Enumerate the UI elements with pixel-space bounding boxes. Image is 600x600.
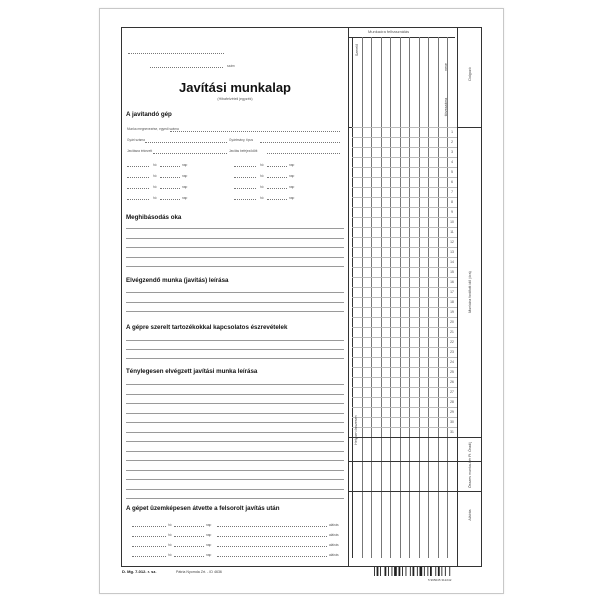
writing-line[interactable] <box>126 470 344 471</box>
date-day-label: nap <box>289 163 295 167</box>
day-row-line <box>352 327 457 328</box>
col-label-name: neve <box>444 63 448 71</box>
day-number: 16 <box>450 280 454 284</box>
date-line[interactable] <box>234 177 256 178</box>
field-label-work-name: Munka megnevezése, egyedi száma <box>127 127 179 131</box>
day-row-line <box>352 247 457 248</box>
day-row-line <box>352 277 457 278</box>
day-row-line <box>352 127 457 128</box>
barcode-bar <box>406 567 407 576</box>
acceptance-line[interactable] <box>174 546 204 547</box>
day-number: 7 <box>451 190 453 194</box>
day-number: 4 <box>451 160 453 164</box>
acceptance-day-label: nap <box>206 543 212 547</box>
date-line[interactable] <box>267 166 287 167</box>
section-heading-acceptance: A gépet üzemképesen átvette a felsorolt javítás után <box>126 505 280 512</box>
date-day-label: nap <box>182 163 188 167</box>
day-row-line <box>352 367 457 368</box>
writing-line[interactable] <box>126 451 344 452</box>
writing-line[interactable] <box>126 403 344 404</box>
day-number: 2 <box>451 140 453 144</box>
day-number: 8 <box>451 200 453 204</box>
date-hour-label: hó <box>153 174 157 178</box>
day-number: 19 <box>450 310 454 314</box>
grid-header-line <box>348 37 455 38</box>
writing-line[interactable] <box>126 247 344 248</box>
section-heading-actual-work: Ténylegesen elvégzett javítási munka leírása <box>126 368 258 375</box>
grid-total-line <box>348 491 481 492</box>
barcode-bar <box>430 567 432 576</box>
day-row-line <box>352 257 457 258</box>
writing-line[interactable] <box>126 489 344 490</box>
barcode-bar <box>427 567 428 576</box>
barcode-bar <box>449 567 450 576</box>
barcode-bar <box>410 567 411 576</box>
date-line[interactable] <box>127 177 149 178</box>
acceptance-day-label: nap <box>206 523 212 527</box>
field-line[interactable] <box>170 131 340 132</box>
barcode-bar <box>435 567 436 576</box>
signature-line[interactable] <box>217 556 327 557</box>
label-local-total: Helyben összesen <box>354 415 358 445</box>
date-hour-label: hó <box>153 185 157 189</box>
barcode-bar <box>388 567 389 576</box>
day-number: 24 <box>450 360 454 364</box>
date-day-label: nap <box>289 185 295 189</box>
field-label-finished: Javítás befejeződött <box>229 149 258 153</box>
footer-publisher: Pátria Nyomda Zrt. - ID 4636 <box>176 570 222 574</box>
date-day-label: nap <box>182 185 188 189</box>
barcode-bar <box>377 567 379 576</box>
writing-line[interactable] <box>126 311 344 312</box>
footer-code <box>122 569 156 574</box>
day-number: 25 <box>450 370 454 374</box>
date-line[interactable] <box>267 177 287 178</box>
day-row-line <box>352 377 457 378</box>
date-line[interactable] <box>127 188 149 189</box>
section-heading-work-description: Elvégzendő munka (javítás) leírása <box>126 277 229 284</box>
acceptance-sign-label: aláírás <box>329 533 339 537</box>
section-machine-heading: A javítandó gép <box>126 111 172 118</box>
acceptance-hour-label: hó <box>168 533 172 537</box>
day-row-line <box>352 137 457 138</box>
barcode-bar <box>402 567 403 576</box>
date-hour-label: hó <box>153 163 157 167</box>
writing-line[interactable] <box>126 266 344 267</box>
field-line[interactable] <box>260 142 340 143</box>
writing-line[interactable] <box>126 460 344 461</box>
day-number: 11 <box>450 230 454 234</box>
timesheet-panel <box>348 28 481 566</box>
barcode-bar <box>438 567 440 576</box>
signature-line[interactable] <box>217 536 327 537</box>
day-number: 12 <box>450 240 454 244</box>
day-number: 26 <box>450 380 454 384</box>
acceptance-line[interactable] <box>174 536 204 537</box>
day-number: 5 <box>451 170 453 174</box>
day-row-line <box>352 207 457 208</box>
day-row-line <box>352 307 457 308</box>
day-row-line <box>352 157 457 158</box>
writing-line[interactable] <box>126 292 344 293</box>
writing-line[interactable] <box>126 349 344 350</box>
writing-line[interactable] <box>126 479 344 480</box>
day-number: 29 <box>450 410 454 414</box>
day-number: 18 <box>450 300 454 304</box>
acceptance-line[interactable] <box>174 526 204 527</box>
day-row-line <box>352 177 457 178</box>
date-line[interactable] <box>267 199 287 200</box>
acceptance-line[interactable] <box>174 556 204 557</box>
day-row-line <box>352 397 457 398</box>
field-label-type: Gyártmány, típus <box>229 138 254 142</box>
day-row-line <box>352 387 457 388</box>
field-label-arrived: Javításra érkezett <box>127 149 153 153</box>
date-line[interactable] <box>160 166 180 167</box>
day-row-line <box>352 287 457 288</box>
date-line[interactable] <box>267 188 287 189</box>
writing-line[interactable] <box>126 358 344 359</box>
day-number: 30 <box>450 420 454 424</box>
day-row-line <box>352 237 457 238</box>
writing-line[interactable] <box>126 432 344 433</box>
date-line[interactable] <box>160 188 180 189</box>
date-line[interactable] <box>160 177 180 178</box>
acceptance-hour-label: hó <box>168 553 172 557</box>
writing-line[interactable] <box>126 302 344 303</box>
writing-line[interactable] <box>126 394 344 395</box>
day-row-line <box>352 337 457 338</box>
writing-line[interactable] <box>126 384 344 385</box>
date-line[interactable] <box>160 199 180 200</box>
barcode-bar <box>420 567 423 576</box>
date-day-label: nap <box>289 196 295 200</box>
date-day-label: nap <box>182 196 188 200</box>
acceptance-line[interactable] <box>132 556 166 557</box>
signature-line[interactable] <box>217 546 327 547</box>
barcode-bar <box>413 567 415 576</box>
barcode-digits: 5 995045 312242 <box>428 578 452 582</box>
day-row-line <box>352 267 457 268</box>
day-row-line <box>352 317 457 318</box>
field-line[interactable] <box>267 153 340 154</box>
day-row-line <box>352 347 457 348</box>
day-number: 23 <box>450 350 454 354</box>
date-hour-label: hó <box>260 185 264 189</box>
day-number: 10 <box>450 220 454 224</box>
date-line[interactable] <box>234 188 256 189</box>
day-row-line <box>352 167 457 168</box>
barcode-bar <box>441 567 442 576</box>
day-row-line <box>352 187 457 188</box>
form-frame <box>121 27 482 567</box>
left-panel <box>122 28 349 566</box>
day-number: 14 <box>450 260 454 264</box>
acceptance-hour-label: hó <box>168 523 172 527</box>
col-label-id: törzsszáma <box>444 97 448 117</box>
barcode-bar <box>380 567 381 576</box>
footer-code-text: D. Mg. 7-012. r. sz. <box>122 569 157 574</box>
day-number: 21 <box>450 330 454 334</box>
writing-line[interactable] <box>126 257 344 258</box>
number-label: szám <box>227 64 235 68</box>
date-line[interactable] <box>127 199 149 200</box>
col-label-worker: Szerelő <box>355 43 359 57</box>
day-number: 1 <box>451 130 453 134</box>
date-hour-label: hó <box>260 163 264 167</box>
acceptance-sign-label: aláírás <box>329 523 339 527</box>
day-row-line <box>352 147 457 148</box>
barcode-bar <box>445 567 446 576</box>
date-day-label: nap <box>182 174 188 178</box>
section-heading-accessories: A gépre szerelt tartozékokkal kapcsolatos észrevételek <box>126 324 288 331</box>
acceptance-sign-label: aláírás <box>329 543 339 547</box>
barcode-bar <box>394 567 397 576</box>
grid-divider-line <box>457 28 458 566</box>
barcode-bar <box>424 567 425 576</box>
header-line <box>128 53 224 54</box>
day-row-line <box>352 217 457 218</box>
date-line[interactable] <box>127 166 149 167</box>
field-line[interactable] <box>153 153 227 154</box>
day-number: 13 <box>450 250 454 254</box>
acceptance-line[interactable] <box>132 526 166 527</box>
date-day-label: nap <box>289 174 295 178</box>
day-number: 20 <box>450 320 454 324</box>
date-hour-label: hó <box>260 174 264 178</box>
barcode-bar <box>392 567 393 576</box>
label-worked-hours: Munkára fordított idő (óra) <box>468 271 472 313</box>
acceptance-sign-label: aláírás <box>329 553 339 557</box>
label-hourly-rate: Óradíj <box>468 442 472 452</box>
barcode-bar <box>374 567 375 576</box>
date-line[interactable] <box>234 199 256 200</box>
day-number: 22 <box>450 340 454 344</box>
writing-line[interactable] <box>126 340 344 341</box>
number-line <box>150 67 223 68</box>
acceptance-hour-label: hó <box>168 543 172 547</box>
day-number: 6 <box>451 180 453 184</box>
page-title: Javítási munkalap <box>179 80 291 95</box>
acceptance-line[interactable] <box>132 546 166 547</box>
day-row-line <box>352 227 457 228</box>
barcode-graphic <box>372 567 484 577</box>
date-line[interactable] <box>234 166 256 167</box>
day-number: 27 <box>450 390 454 394</box>
acceptance-line[interactable] <box>132 536 166 537</box>
acceptance-day-label: nap <box>206 533 212 537</box>
section-heading-cause: Meghibásodás oka <box>126 214 182 221</box>
grid-total-line <box>348 461 481 462</box>
day-row-line <box>352 427 457 428</box>
writing-line[interactable] <box>126 422 344 423</box>
day-row-line <box>352 417 457 418</box>
grid-total-line <box>348 437 481 438</box>
day-number: 3 <box>451 150 453 154</box>
date-hour-label: hó <box>260 196 264 200</box>
acceptance-day-label: nap <box>206 553 212 557</box>
barcode-bar <box>417 567 418 576</box>
barcode-bar <box>385 567 387 576</box>
signature-line[interactable] <box>217 526 327 527</box>
barcode-bar <box>399 567 401 576</box>
day-number: 17 <box>450 290 454 294</box>
writing-line[interactable] <box>126 228 344 229</box>
field-label-serial: Gyári száma <box>127 138 145 142</box>
day-row-line <box>352 197 457 198</box>
day-number: 31 <box>450 430 454 434</box>
day-number: 15 <box>450 270 454 274</box>
day-row-line <box>352 357 457 358</box>
writing-line[interactable] <box>126 441 344 442</box>
timesheet-header: Munkaóra felhasználás <box>368 29 410 34</box>
label-labor-cost: Összes munka-bér Ft <box>468 453 472 488</box>
grid-side-line <box>457 127 481 128</box>
label-worker: Dolgozó <box>468 67 472 81</box>
day-row-line <box>352 407 457 408</box>
day-number: 9 <box>451 210 453 214</box>
writing-line[interactable] <box>126 413 344 414</box>
writing-line[interactable] <box>126 498 344 499</box>
date-hour-label: hó <box>153 196 157 200</box>
day-number: 28 <box>450 400 454 404</box>
page-subtitle: (Hibafelvételi jegyzék) <box>217 97 253 101</box>
field-line[interactable] <box>145 142 227 143</box>
writing-line[interactable] <box>126 238 344 239</box>
label-signature: Aláírás <box>468 509 472 521</box>
day-row-line <box>352 297 457 298</box>
